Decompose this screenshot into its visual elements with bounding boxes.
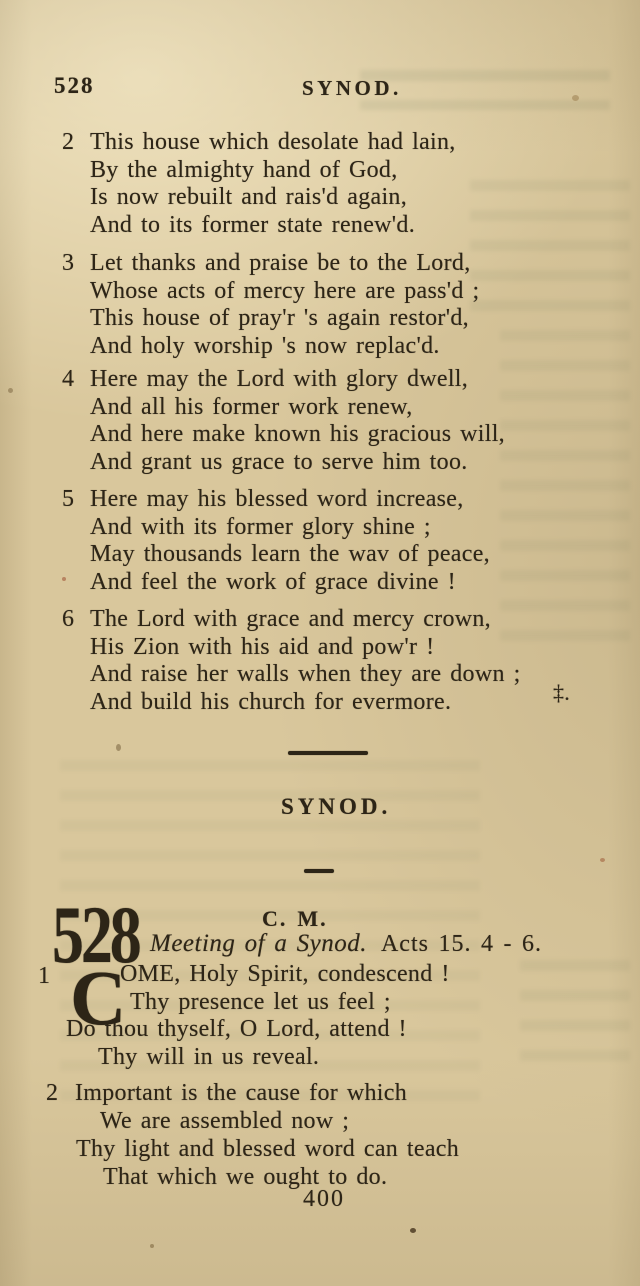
verse-line: By the almighty hand of God, xyxy=(90,156,398,183)
verse-line: And all his former work renew, xyxy=(90,393,413,420)
hymn-verse xyxy=(0,954,640,1076)
section-divider-rule xyxy=(304,869,334,873)
verse-number: 3 xyxy=(62,250,74,276)
verse-line: That which we ought to do. xyxy=(103,1164,388,1190)
verse-line: And holy worship 's now replac'd. xyxy=(90,332,440,359)
section-heading: SYNOD. xyxy=(281,794,392,819)
double-dagger-mark: ‡. xyxy=(553,680,571,705)
verse-line: And to its former state renew'd. xyxy=(90,211,416,238)
verse-line: And grant us grace to serve him too. xyxy=(90,448,468,475)
foxing-spot xyxy=(600,858,605,862)
hymn-verse xyxy=(0,250,640,360)
hymn-meter: C. M. xyxy=(262,906,328,931)
verse-line: We are assembled now ; xyxy=(100,1108,350,1134)
hymn-verse xyxy=(0,129,640,239)
verse-number: 5 xyxy=(62,486,74,512)
verse-line: OME, Holy Spirit, condescend ! xyxy=(120,961,450,987)
verse-line: Important is the cause for which xyxy=(75,1080,408,1106)
section-divider-rule xyxy=(288,751,368,755)
verse-line: Thy light and blessed word can teach xyxy=(76,1136,460,1162)
verse-line: The Lord with grace and mercy crown, xyxy=(90,606,491,632)
hymn-number-large: 528 xyxy=(52,889,139,980)
page-number: 400 xyxy=(303,1186,345,1212)
verse-line: And with its former glory shine ; xyxy=(90,513,431,540)
running-header-title: SYNOD. xyxy=(302,76,402,100)
verse-line: This house of pray'r 's again restor'd, xyxy=(90,305,469,331)
verse-number: 2 xyxy=(62,129,74,155)
foxing-spot xyxy=(572,95,579,101)
foxing-spot xyxy=(150,1244,154,1248)
hymn-verse xyxy=(0,1080,640,1195)
verse-number: 1 xyxy=(38,963,51,989)
verse-line: His Zion with his aid and pow'r ! xyxy=(90,633,435,660)
verse-line: Here may his blessed word increase, xyxy=(90,486,464,512)
hymn-title-line xyxy=(150,930,542,958)
verse-line: Whose acts of mercy here are pass'd ; xyxy=(90,277,480,304)
verse-line: And feel the work of grace divine ! xyxy=(90,568,456,595)
verse-line: Do thou thyself, O Lord, attend ! xyxy=(66,1016,407,1042)
drop-cap-letter: C xyxy=(70,954,127,1041)
hymn-verse xyxy=(0,606,640,716)
hymn-verse xyxy=(0,486,640,596)
verse-line: This house which desolate had lain, xyxy=(90,129,456,155)
foxing-spot xyxy=(116,744,121,751)
verse-line: And here make known his gracious will, xyxy=(90,421,505,447)
verse-line: Thy presence let us feel ; xyxy=(130,988,391,1015)
verse-line: Here may the Lord with glory dwell, xyxy=(90,366,469,392)
verse-number: 2 xyxy=(46,1080,59,1106)
verse-line: Thy will in us reveal. xyxy=(98,1043,320,1070)
verse-line: Is now rebuilt and rais'd again, xyxy=(90,184,408,210)
scripture-reference: Acts 15. 4 - 6. xyxy=(380,931,542,957)
verse-number: 4 xyxy=(62,366,74,392)
verse-line: And build his church for evermore. xyxy=(90,688,452,715)
verse-line: May thousands learn the wav of peace, xyxy=(90,541,490,567)
running-header-hymn-number: 528 xyxy=(54,73,95,98)
verse-number: 6 xyxy=(62,606,74,632)
hymn-verse xyxy=(0,366,640,476)
ink-speck xyxy=(410,1228,416,1233)
hymn-title: Meeting of a Synod. xyxy=(150,930,367,957)
verse-line: Let thanks and praise be to the Lord, xyxy=(90,250,471,276)
verse-line: And raise her walls when they are down ; xyxy=(90,661,521,687)
